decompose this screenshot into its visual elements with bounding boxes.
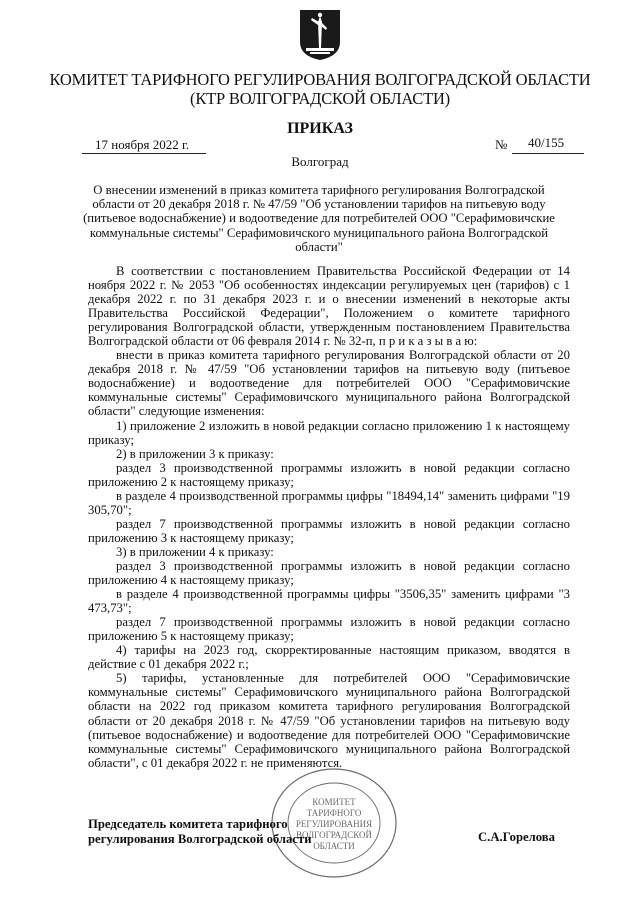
body-paragraph: раздел 7 производственной программы изложить в новой редакции согласно приложению 3 к настоящему приказу; [88,516,570,545]
body-paragraph: В соответствии с постановлением Правительства Российской Федерации от 14 ноября 2022 г. № 2053 "Об особенностях индексации регулируемых цен (тарифов) с 1 декабря 2022 г. по 31 декабря 2023 г. и о внесении изменений в некоторые акты Правительства Российской Федерации", Положением о комитете тарифного регулирования Волгоградской области, утвержденным постановлением Правительства Волгоградской области от 06 февраля 2014 г. № 32-п, п р и к а з ы в а ю: [88,264,570,349]
signatory-position-line: Председатель комитета тарифного [88,817,288,831]
stamp-text-line: КОМИТЕТ [312,797,356,807]
document-type: ПРИКАЗ [287,120,353,137]
body-paragraph: 3) в приложении 4 к приказу: [116,544,274,559]
coat-of-arms-emblem [298,8,342,62]
stamp-text-line: ВОЛГОГРАДСКОЙ [295,830,373,840]
signatory-position [88,817,312,847]
body-paragraph: 4) тарифы на 2023 год, скорректированные настоящим приказом, вводятся в действие с 01 декабря 2022 г.; [88,643,570,672]
signatory-name: С.А.Горелова [478,830,555,844]
organization-name: КОМИТЕТ ТАРИФНОГО РЕГУЛИРОВАНИЯ ВОЛГОГРАДСКОЙ ОБЛАСТИ [49,70,591,89]
body-paragraph: раздел 3 производственной программы изложить в новой редакции согласно приложению 4 к настоящему приказу; [88,558,570,588]
body-paragraph: внести в приказ комитета тарифного регулирования Волгоградской области от 20 декабря 2018 г. № 47/59 "Об установлении тарифов на питьевую воду (питьевое водоснабжение) и водоотведение для потребителей ООО "Серафимовичские коммунальные системы" Серафимовичского муниципального района Волгоградской области" следующие изменения: [88,348,570,419]
organization-short-name: (КТР ВОЛГОГРАДСКОЙ ОБЛАСТИ) [190,89,450,108]
document-city: Волгоград [291,154,349,169]
body-paragraph: 2) в приложении 3 к приказу: [116,446,274,461]
document-number: 40/155 [528,135,565,150]
body-paragraph: 1) приложение 2 изложить в новой редакции согласно приложению 1 к настоящему приказу; [88,418,570,447]
body-paragraph: 5) тарифы, установленные для потребителей ООО "Серафимовичские коммунальные системы" Серафимовичского муниципального района Волгоградской области на 2022 год приказом комитета тарифного регулирования Волгоградской области от 20 декабря 2018 г. № 47/59 "Об установлении тарифов на питьевую воду (питьевое водоснабжение) и водоотведение для потребителей ООО "Серафимовичские коммунальные системы" Серафимовичского муниципального района Волгоградской области", с 01 декабря 2022 г. не применяются. [88,671,570,770]
body-paragraph: раздел 7 производственной программы изложить в новой редакции согласно приложению 5 к настоящему приказу; [88,615,570,644]
body-paragraph: в разделе 4 производственной программы цифры "3506,35" заменить цифрами "3 473,73"; [88,587,570,616]
body-paragraph: раздел 3 производственной программы изложить в новой редакции согласно приложению 2 к настоящему приказу; [88,460,570,489]
stamp-text-line: ТАРИФНОГО [306,808,362,818]
body-paragraph: в разделе 4 производственной программы цифры "18494,14" заменить цифрами "19 305,70"; [88,488,570,517]
stamp-text-line: РЕГУЛИРОВАНИЯ [295,819,373,829]
number-sign: № [495,137,508,152]
document-subject: О внесении изменений в приказ комитета тарифного регулирования Волгоградской области от 20 декабря 2018 г. № 47/59 "Об установлении тарифов на питьевую воду (питьевое водоснабжение) и водоотведение для потребителей ООО "Серафимовичские коммунальные системы" Серафимовичского муниципального района Волгоградской области" [83,183,555,254]
document-date: 17 ноября 2022 г. [95,137,190,152]
document-body [88,264,570,770]
stamp-text-line: ОБЛАСТИ [313,841,355,851]
signatory-position-line: регулирования Волгоградской области [88,832,312,846]
